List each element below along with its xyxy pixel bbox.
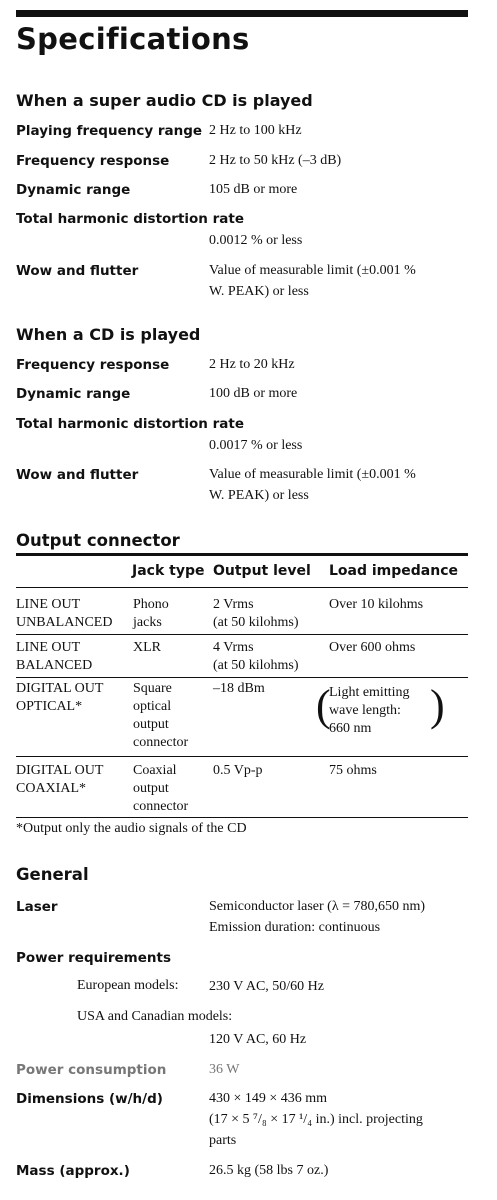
sacd-heading: When a super audio CD is played — [16, 91, 313, 110]
sacd-wow-label: Wow and flutter — [16, 263, 139, 279]
row2-jack: XLR — [133, 640, 161, 655]
row1-jack: Phono jacks — [133, 597, 169, 630]
laser-value-line1: Semiconductor laser (λ = 780,650 nm) — [209, 899, 426, 914]
dimensions-value-line3: parts — [209, 1133, 237, 1148]
row4-name: DIGITAL OUT COAXIAL* — [16, 763, 104, 796]
general-heading: General — [16, 865, 89, 884]
row1-level: 2 Vrms (at 50 kilohms) — [213, 597, 299, 630]
cd-thd-value: 0.0017 % or less — [209, 438, 303, 453]
top-rule — [16, 10, 468, 17]
page-title: Specifications — [16, 22, 250, 56]
col-load-impedance: Load impedance — [329, 563, 459, 579]
dimensions-label: Dimensions (w/h/d) — [16, 1091, 163, 1107]
row3-name: DIGITAL OUT OPTICAL* — [16, 681, 104, 714]
eu-models-value: 230 V AC, 50/60 Hz — [209, 979, 324, 994]
row4-jack: Coaxial output connector — [133, 763, 189, 814]
output-header-rule — [16, 587, 468, 588]
row2-level: 4 Vrms (at 50 kilohms) — [213, 640, 299, 673]
row4-load: 75 ohms — [329, 763, 377, 778]
cd-wow-label: Wow and flutter — [16, 467, 139, 483]
dimensions-value-line2: (17 × 5 ⁷/₈ × 17 ¹/₄ in.) incl. projecting — [209, 1112, 423, 1127]
output-heading: Output connector — [16, 531, 180, 550]
sacd-freq-response-label: Frequency response — [16, 153, 170, 169]
row1-rule — [16, 634, 468, 635]
sacd-wow-value-line1: Value of measurable limit (±0.001 % — [209, 263, 416, 278]
sacd-dynamic-range-label: Dynamic range — [16, 182, 131, 198]
cd-wow-value-line2: W. PEAK) or less — [209, 488, 309, 503]
sacd-freq-response-value: 2 Hz to 50 kHz (–3 dB) — [209, 153, 342, 168]
power-consumption-value: 36 W — [209, 1062, 240, 1077]
row2-rule — [16, 677, 468, 678]
us-models-label: USA and Canadian models: — [77, 1009, 233, 1024]
col-jack-type: Jack type — [132, 563, 205, 579]
row4-level: 0.5 Vp-p — [213, 763, 263, 778]
cd-dynamic-range-label: Dynamic range — [16, 386, 131, 402]
row1-load: Over 10 kilohms — [329, 597, 424, 612]
row2-load: Over 600 ohms — [329, 640, 416, 655]
mass-label: Mass (approx.) — [16, 1163, 130, 1179]
cd-dynamic-range-value: 100 dB or more — [209, 386, 298, 401]
row3-paren-right: ) — [430, 681, 445, 730]
row3-jack: Square optical output connector — [133, 681, 189, 750]
output-note: *Output only the audio signals of the CD — [16, 821, 247, 836]
sacd-playing-range-value: 2 Hz to 100 kHz — [209, 123, 302, 138]
laser-value-line2: Emission duration: continuous — [209, 920, 381, 935]
sacd-thd-label: Total harmonic distortion rate — [16, 211, 244, 227]
power-requirements-label: Power requirements — [16, 950, 172, 966]
sacd-dynamic-range-value: 105 dB or more — [209, 182, 298, 197]
laser-label: Laser — [16, 899, 58, 915]
us-models-value: 120 V AC, 60 Hz — [209, 1032, 307, 1047]
cd-wow-value-line1: Value of measurable limit (±0.001 % — [209, 467, 416, 482]
dimensions-value-line1: 430 × 149 × 436 mm — [209, 1091, 328, 1106]
row3-level: –18 dBm — [213, 681, 265, 696]
row3-paren-left: ( — [316, 681, 331, 730]
row3-load: Light emitting wave length: 660 nm — [329, 685, 410, 736]
row1-name: LINE OUT UNBALANCED — [16, 597, 113, 630]
output-rule-top — [16, 553, 468, 556]
output-table-bottom-rule — [16, 817, 468, 818]
cd-thd-label: Total harmonic distortion rate — [16, 416, 244, 432]
cd-freq-response-value: 2 Hz to 20 kHz — [209, 357, 295, 372]
row3-rule — [16, 756, 468, 757]
cd-freq-response-label: Frequency response — [16, 357, 170, 373]
row2-name: LINE OUT BALANCED — [16, 640, 93, 673]
sacd-playing-range-label: Playing frequency range — [16, 123, 203, 139]
eu-models-label: European models: — [77, 978, 179, 993]
cd-heading: When a CD is played — [16, 325, 201, 344]
power-consumption-label: Power consumption — [16, 1062, 167, 1078]
col-output-level: Output level — [213, 563, 311, 579]
mass-value: 26.5 kg (58 lbs 7 oz.) — [209, 1163, 329, 1178]
sacd-wow-value-line2: W. PEAK) or less — [209, 284, 309, 299]
sacd-thd-value: 0.0012 % or less — [209, 233, 303, 248]
